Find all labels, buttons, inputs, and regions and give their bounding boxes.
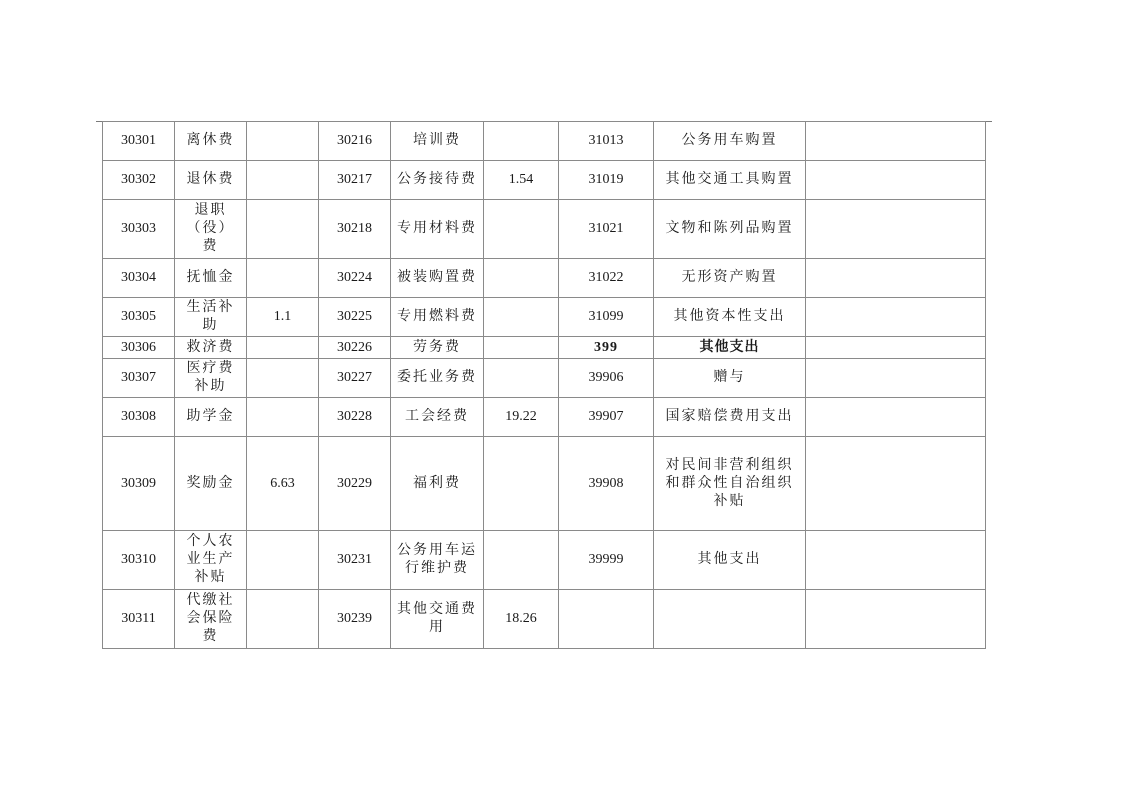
amount-cell	[806, 359, 986, 398]
item-name-cell: 公务用车购置	[654, 122, 806, 161]
code-cell: 30225	[319, 298, 391, 337]
item-name-cell: 生活补助	[175, 298, 247, 337]
item-name-cell: 退职（役）费	[175, 200, 247, 259]
code-cell: 30308	[103, 398, 175, 437]
expense-table	[102, 121, 986, 649]
amount-cell	[484, 200, 559, 259]
amount-cell	[806, 298, 986, 337]
code-cell: 31013	[559, 122, 654, 161]
amount-cell	[484, 437, 559, 531]
item-name-cell: 救济费	[175, 337, 247, 359]
amount-cell: 6.63	[247, 437, 319, 531]
amount-cell	[806, 531, 986, 590]
code-cell: 39906	[559, 359, 654, 398]
code-cell: 30217	[319, 161, 391, 200]
table-row	[103, 298, 986, 337]
code-cell: 30303	[103, 200, 175, 259]
amount-cell	[247, 398, 319, 437]
item-name-cell: 公务用车运行维护费	[391, 531, 484, 590]
amount-cell	[484, 259, 559, 298]
item-name-cell: 奖励金	[175, 437, 247, 531]
item-name-cell: 工会经费	[391, 398, 484, 437]
code-cell: 30304	[103, 259, 175, 298]
amount-cell: 19.22	[484, 398, 559, 437]
amount-cell	[247, 259, 319, 298]
item-name-cell	[654, 590, 806, 649]
amount-cell	[247, 200, 319, 259]
item-name-cell: 其他资本性支出	[654, 298, 806, 337]
code-cell: 30231	[319, 531, 391, 590]
amount-cell	[806, 122, 986, 161]
code-cell: 39907	[559, 398, 654, 437]
amount-cell	[247, 531, 319, 590]
item-name-cell: 医疗费补助	[175, 359, 247, 398]
item-name-cell: 福利费	[391, 437, 484, 531]
code-cell: 31022	[559, 259, 654, 298]
code-cell: 30301	[103, 122, 175, 161]
item-name-cell: 抚恤金	[175, 259, 247, 298]
amount-cell	[484, 298, 559, 337]
item-name-cell: 委托业务费	[391, 359, 484, 398]
table-row	[103, 359, 986, 398]
code-cell: 39999	[559, 531, 654, 590]
code-cell: 30302	[103, 161, 175, 200]
code-cell: 30310	[103, 531, 175, 590]
amount-cell	[247, 122, 319, 161]
code-cell: 30226	[319, 337, 391, 359]
code-cell	[559, 590, 654, 649]
code-cell: 30218	[319, 200, 391, 259]
item-name-cell: 被装购置费	[391, 259, 484, 298]
code-cell: 31021	[559, 200, 654, 259]
code-cell: 30216	[319, 122, 391, 161]
item-name-cell: 培训费	[391, 122, 484, 161]
amount-cell	[484, 337, 559, 359]
code-cell: 30239	[319, 590, 391, 649]
item-name-cell: 赠与	[654, 359, 806, 398]
item-name-cell: 代缴社会保险费	[175, 590, 247, 649]
table-row	[103, 590, 986, 649]
item-name-cell: 助学金	[175, 398, 247, 437]
table-row	[103, 337, 986, 359]
item-name-cell: 专用材料费	[391, 200, 484, 259]
code-cell: 30305	[103, 298, 175, 337]
item-name-cell: 国家赔偿费用支出	[654, 398, 806, 437]
item-name-cell: 其他支出	[654, 531, 806, 590]
item-name-cell: 公务接待费	[391, 161, 484, 200]
amount-cell: 1.54	[484, 161, 559, 200]
amount-cell: 1.1	[247, 298, 319, 337]
item-name-cell: 其他交通工具购置	[654, 161, 806, 200]
table-row	[103, 531, 986, 590]
amount-cell	[806, 200, 986, 259]
amount-cell	[806, 337, 986, 359]
amount-cell	[247, 337, 319, 359]
item-name-cell: 专用燃料费	[391, 298, 484, 337]
amount-cell	[247, 161, 319, 200]
category-name-cell: 其他支出	[654, 337, 806, 359]
table-row	[103, 161, 986, 200]
amount-cell	[247, 590, 319, 649]
code-cell: 31099	[559, 298, 654, 337]
table-row	[103, 437, 986, 531]
item-name-cell: 其他交通费用	[391, 590, 484, 649]
category-code-cell: 399	[559, 337, 654, 359]
code-cell: 30311	[103, 590, 175, 649]
table-row	[103, 200, 986, 259]
amount-cell	[806, 590, 986, 649]
amount-cell	[484, 531, 559, 590]
amount-cell	[806, 161, 986, 200]
item-name-cell: 劳务费	[391, 337, 484, 359]
code-cell: 30228	[319, 398, 391, 437]
amount-cell	[484, 122, 559, 161]
table-row	[103, 259, 986, 298]
item-name-cell: 文物和陈列品购置	[654, 200, 806, 259]
item-name-cell: 对民间非营利组织和群众性自治组织补贴	[654, 437, 806, 531]
item-name-cell: 退休费	[175, 161, 247, 200]
code-cell: 30309	[103, 437, 175, 531]
table-row	[103, 398, 986, 437]
amount-cell	[484, 359, 559, 398]
table-row	[103, 122, 986, 161]
amount-cell	[806, 398, 986, 437]
code-cell: 30224	[319, 259, 391, 298]
item-name-cell: 个人农业生产补贴	[175, 531, 247, 590]
amount-cell	[806, 437, 986, 531]
code-cell: 30227	[319, 359, 391, 398]
amount-cell	[247, 359, 319, 398]
code-cell: 31019	[559, 161, 654, 200]
code-cell: 30307	[103, 359, 175, 398]
code-cell: 30229	[319, 437, 391, 531]
item-name-cell: 离休费	[175, 122, 247, 161]
amount-cell: 18.26	[484, 590, 559, 649]
item-name-cell: 无形资产购置	[654, 259, 806, 298]
amount-cell	[806, 259, 986, 298]
code-cell: 30306	[103, 337, 175, 359]
code-cell: 39908	[559, 437, 654, 531]
